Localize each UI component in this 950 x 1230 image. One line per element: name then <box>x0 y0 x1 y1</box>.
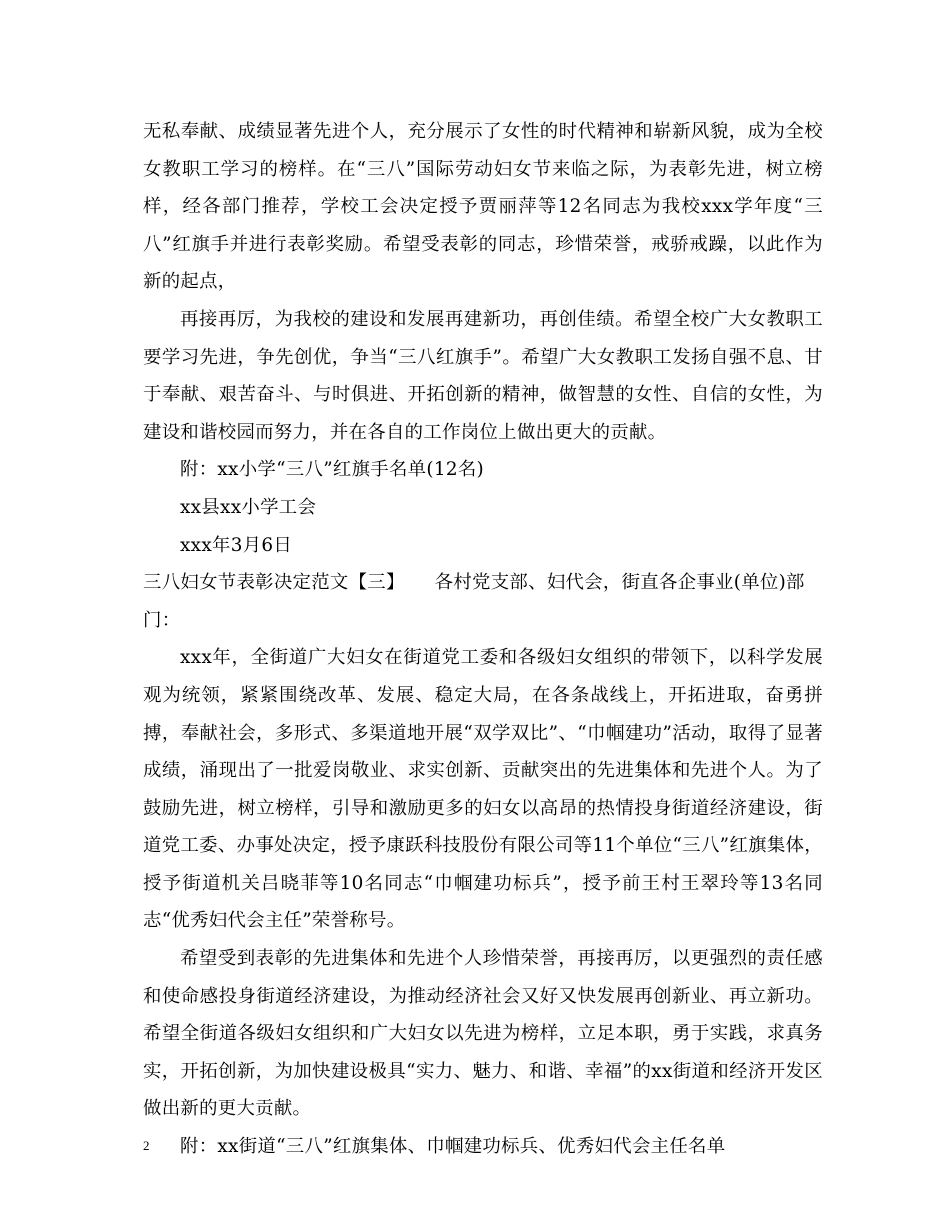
signature-date: xxx年3月6日 <box>180 534 293 556</box>
signature-school-union: xx县xx小学工会 <box>180 496 317 518</box>
paragraph-street-achievements: xxx年，全街道广大妇女在街道党工委和各级妇女组织的带领下，以科学发展观为统领，紧紧围绕改革、发展、稳定大局，在各条战线上，开拓进取，奋勇拼搏，奉献社会，多形式、多渠道地开展“双学双比”、“巾帼建功”活动，取得了显著成绩，涌现出了一批爱岗敬业、求实创新、贡献突出的先进集体和先进个人。为了鼓励先进，树立榜样，引导和激励更多的妇女以高昂的热情投身街道经济建设，街道党工委、办事处决定，授予康跃科技股份有限公司等11个单位“三八”红旗集体，授予街道机关吕晓菲等10名同志“巾帼建功标兵”，授予前王村王翠玲等13名同志“优秀妇代会主任”荣誉称号。 <box>143 647 823 932</box>
section-three-title: 三八妇女节表彰决定范文【三】 <box>143 572 405 594</box>
attachment-school-list: 附：xx小学“三八”红旗手名单(12名) <box>180 459 484 481</box>
paragraph-street-hopes: 希望受到表彰的先进集体和先进个人珍惜荣誉，再接再厉，以更强烈的责任感和使命感投身街道经济建设，为推动经济社会又好又快发展再创新业、再立新功。希望全街道各级妇女组织和广大妇女以先进为榜样，立足本职，勇于实践，求真务实，开拓创新，为加快建设极具“实力、魅力、和谐、幸福”的xx街道和经济开发区做出新的更大贡献。 <box>143 948 823 1120</box>
document-page <box>143 113 823 1166</box>
paragraph-school-union: 再接再厉，为我校的建设和发展再建新功，再创佳绩。希望全校广大女教职工要学习先进，争先创优，争当“三八红旗手”。希望广大女教职工发扬自强不息、甘于奉献、艰苦奋斗、与时俱进、开拓创新的精神，做智慧的女性、自信的女性，为建设和谐校园而努力，并在各自的工作岗位上做出更大的贡献。 <box>143 308 823 443</box>
attachment-street-list: 附：xx街道“三八”红旗集体、巾帼建功标兵、优秀妇代会主任名单 <box>180 1136 726 1158</box>
section-three-heading <box>143 564 823 639</box>
page-number: 2 <box>143 1138 150 1153</box>
paragraph-continuation: 无私奉献、成绩显著先进个人，充分展示了女性的时代精神和崭新风貌，成为全校女教职工学习的榜样。在“三八”国际劳动妇女节来临之际，为表彰先进，树立榜样，经各部门推荐，学校工会决定授予贾丽萍等12名同志为我校xxx学年度“三八”红旗手并进行表彰奖励。希望受表彰的同志，珍惜荣誉，戒骄戒躁，以此作为新的起点， <box>143 121 823 293</box>
section-three-addressee: 各村党支部、妇代会，街直各企事业(单位)部门： <box>143 572 805 631</box>
